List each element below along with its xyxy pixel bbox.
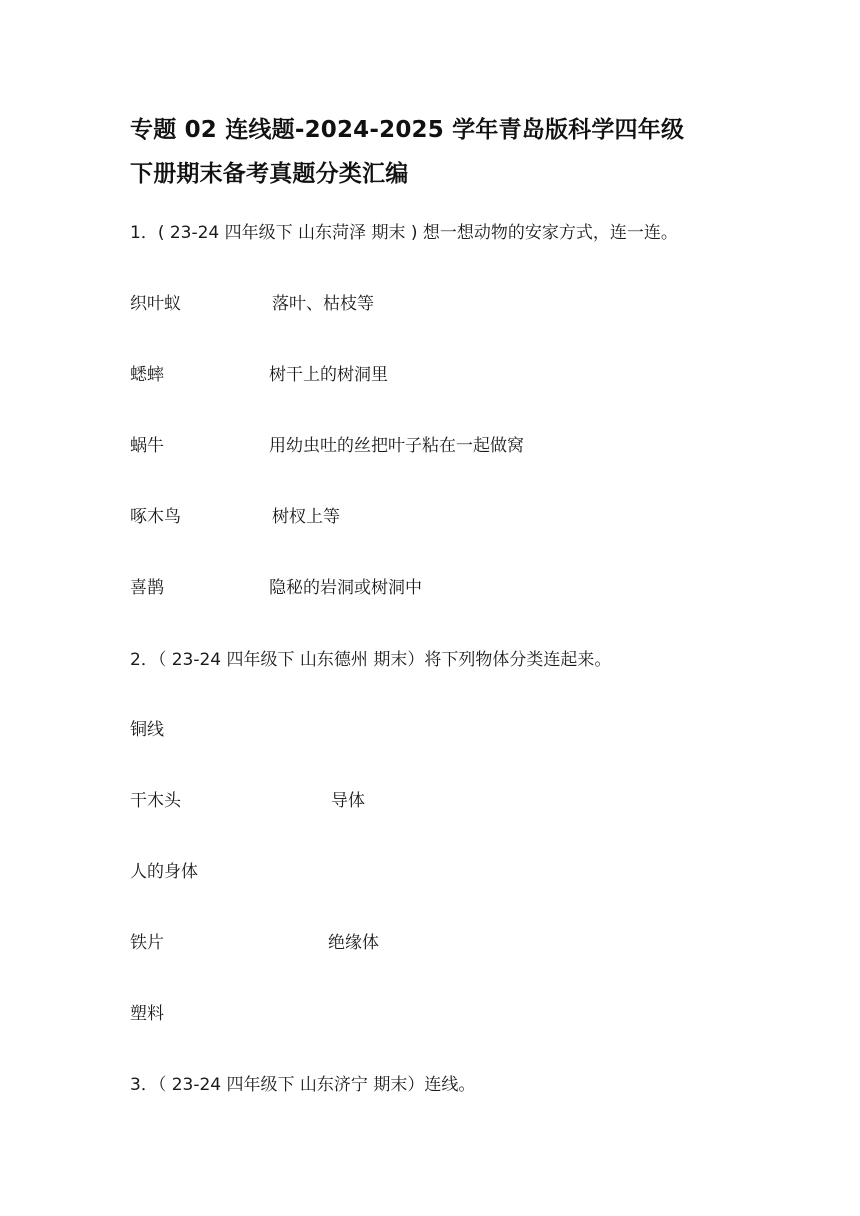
q1-row-5-left: 喜鹊 xyxy=(130,578,164,598)
q1-row-3-left: 蜗牛 xyxy=(130,436,164,456)
title-line-1: 专题 02 连线题-2024-2025 学年青岛版科学四年级 xyxy=(130,117,685,143)
document-title xyxy=(130,108,750,196)
q2-row-2-left: 干木头 xyxy=(130,791,181,811)
question-3-stem: 3．（ 23-24 四年级下 山东济宁 期末）连线。 xyxy=(130,1075,476,1095)
q2-row-3-left: 人的身体 xyxy=(130,862,198,882)
q1-row-3-right: 用幼虫吐的丝把叶子粘在一起做窝 xyxy=(269,436,524,456)
q1-row-1-right: 落叶、枯枝等 xyxy=(272,294,374,314)
q1-row-1-left: 织叶蚁 xyxy=(130,294,181,314)
q2-row-1-left: 铜线 xyxy=(130,720,164,740)
q2-row-5-left: 塑料 xyxy=(130,1004,164,1024)
question-1-stem: 1．( 23-24 四年级下 山东菏泽 期末 ) 想一想动物的安家方式，连一连。 xyxy=(130,223,678,243)
q1-row-2-right: 树干上的树洞里 xyxy=(269,365,388,385)
q1-row-5-right: 隐秘的岩洞或树洞中 xyxy=(269,578,422,598)
q2-row-4-left: 铁片 xyxy=(130,933,164,953)
q1-row-4-left: 啄木鸟 xyxy=(130,507,181,527)
q1-row-2-left: 蟋蟀 xyxy=(130,365,164,385)
question-2-stem: 2．（ 23-24 四年级下 山东德州 期末）将下列物体分类连起来。 xyxy=(130,650,612,670)
q2-row-2-right: 导体 xyxy=(331,791,365,811)
title-line-2: 下册期末备考真题分类汇编 xyxy=(130,161,409,187)
q1-row-4-right: 树杈上等 xyxy=(272,507,340,527)
q2-row-4-right: 绝缘体 xyxy=(328,933,379,953)
